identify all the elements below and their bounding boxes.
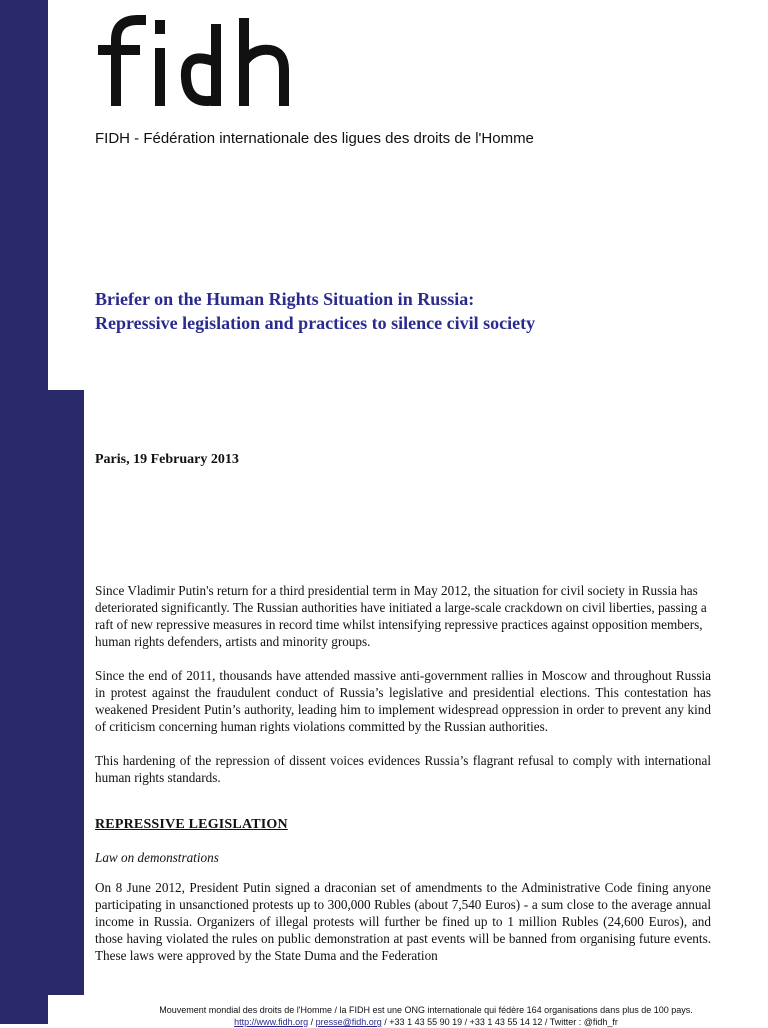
title-line-2: Repressive legislation and practices to silence civil society bbox=[95, 313, 536, 333]
section-heading: REPRESSIVE LEGISLATION bbox=[95, 817, 288, 832]
footer-contacts bbox=[84, 1016, 768, 1028]
fidh-logo bbox=[94, 10, 294, 110]
paragraph-3: This hardening of the repression of dissent voices evidences Russia’s flagrant refusal to comply with international human rights standards. bbox=[95, 753, 711, 785]
dateline: Paris, 19 February 2013 bbox=[95, 452, 239, 467]
sidebar-bar-foot bbox=[0, 995, 48, 1024]
document-body bbox=[95, 582, 711, 981]
footer-email-link[interactable]: presse@fidh.org bbox=[315, 1017, 382, 1027]
sidebar-bar-bottom bbox=[0, 390, 84, 995]
footer-line-1: Mouvement mondial des droits de l'Homme / la FIDH est une ONG internationale qui fédère 164 organisations dans plus de 100 pays. bbox=[159, 1005, 693, 1015]
footer-website-link[interactable]: http://www.fidh.org bbox=[234, 1017, 309, 1027]
section-subheading: Law on demonstrations bbox=[95, 850, 219, 865]
paragraph-1: Since Vladimir Putin's return for a third presidential term in May 2012, the situation for civil society in Russia has deteriorated significantly. The Russian authorities have initiated a large-scale crackdown on civil liberties, passing a raft of new repressive measures in record time whilst intensifying repressive practices against opposition members, human rights defenders, artists and minority groups. bbox=[95, 583, 707, 649]
footer-contact-info: / +33 1 43 55 90 19 / +33 1 43 55 14 12 / Twitter : @fidh_fr bbox=[381, 1017, 618, 1027]
organization-name: FIDH - Fédération internationale des ligues des droits de l'Homme bbox=[95, 130, 534, 147]
footer-separator: / bbox=[308, 1017, 316, 1027]
title-line-1: Briefer on the Human Rights Situation in Russia: bbox=[95, 289, 475, 309]
page-footer bbox=[84, 1004, 768, 1028]
section-paragraph: On 8 June 2012, President Putin signed a draconian set of amendments to the Administrative Code fining anyone participating in unsanctioned protests up to 300,000 Rubles (about 7,540 Euros) - a sum close to the average annual income in Russia. Organizers of illegal protests will further be fined up to 1 million Rubles (24,600 Euros), and those having violated the rules on public demonstration at past events will be banned from organising future events. These laws were approved by the State Duma and the Federation bbox=[95, 880, 711, 963]
sidebar-bar-top bbox=[0, 0, 48, 390]
paragraph-2: Since the end of 2011, thousands have attended massive anti-government rallies in Moscow and throughout Russia in protest against the fraudulent conduct of Russia’s legislative and presidential elections. This contestation has weakened President Putin’s authority, leading him to implement widespread oppression in order to prevent any kind of criticism concerning human rights violations committed by the Russian authorities. bbox=[95, 668, 711, 734]
document-title bbox=[95, 287, 735, 335]
